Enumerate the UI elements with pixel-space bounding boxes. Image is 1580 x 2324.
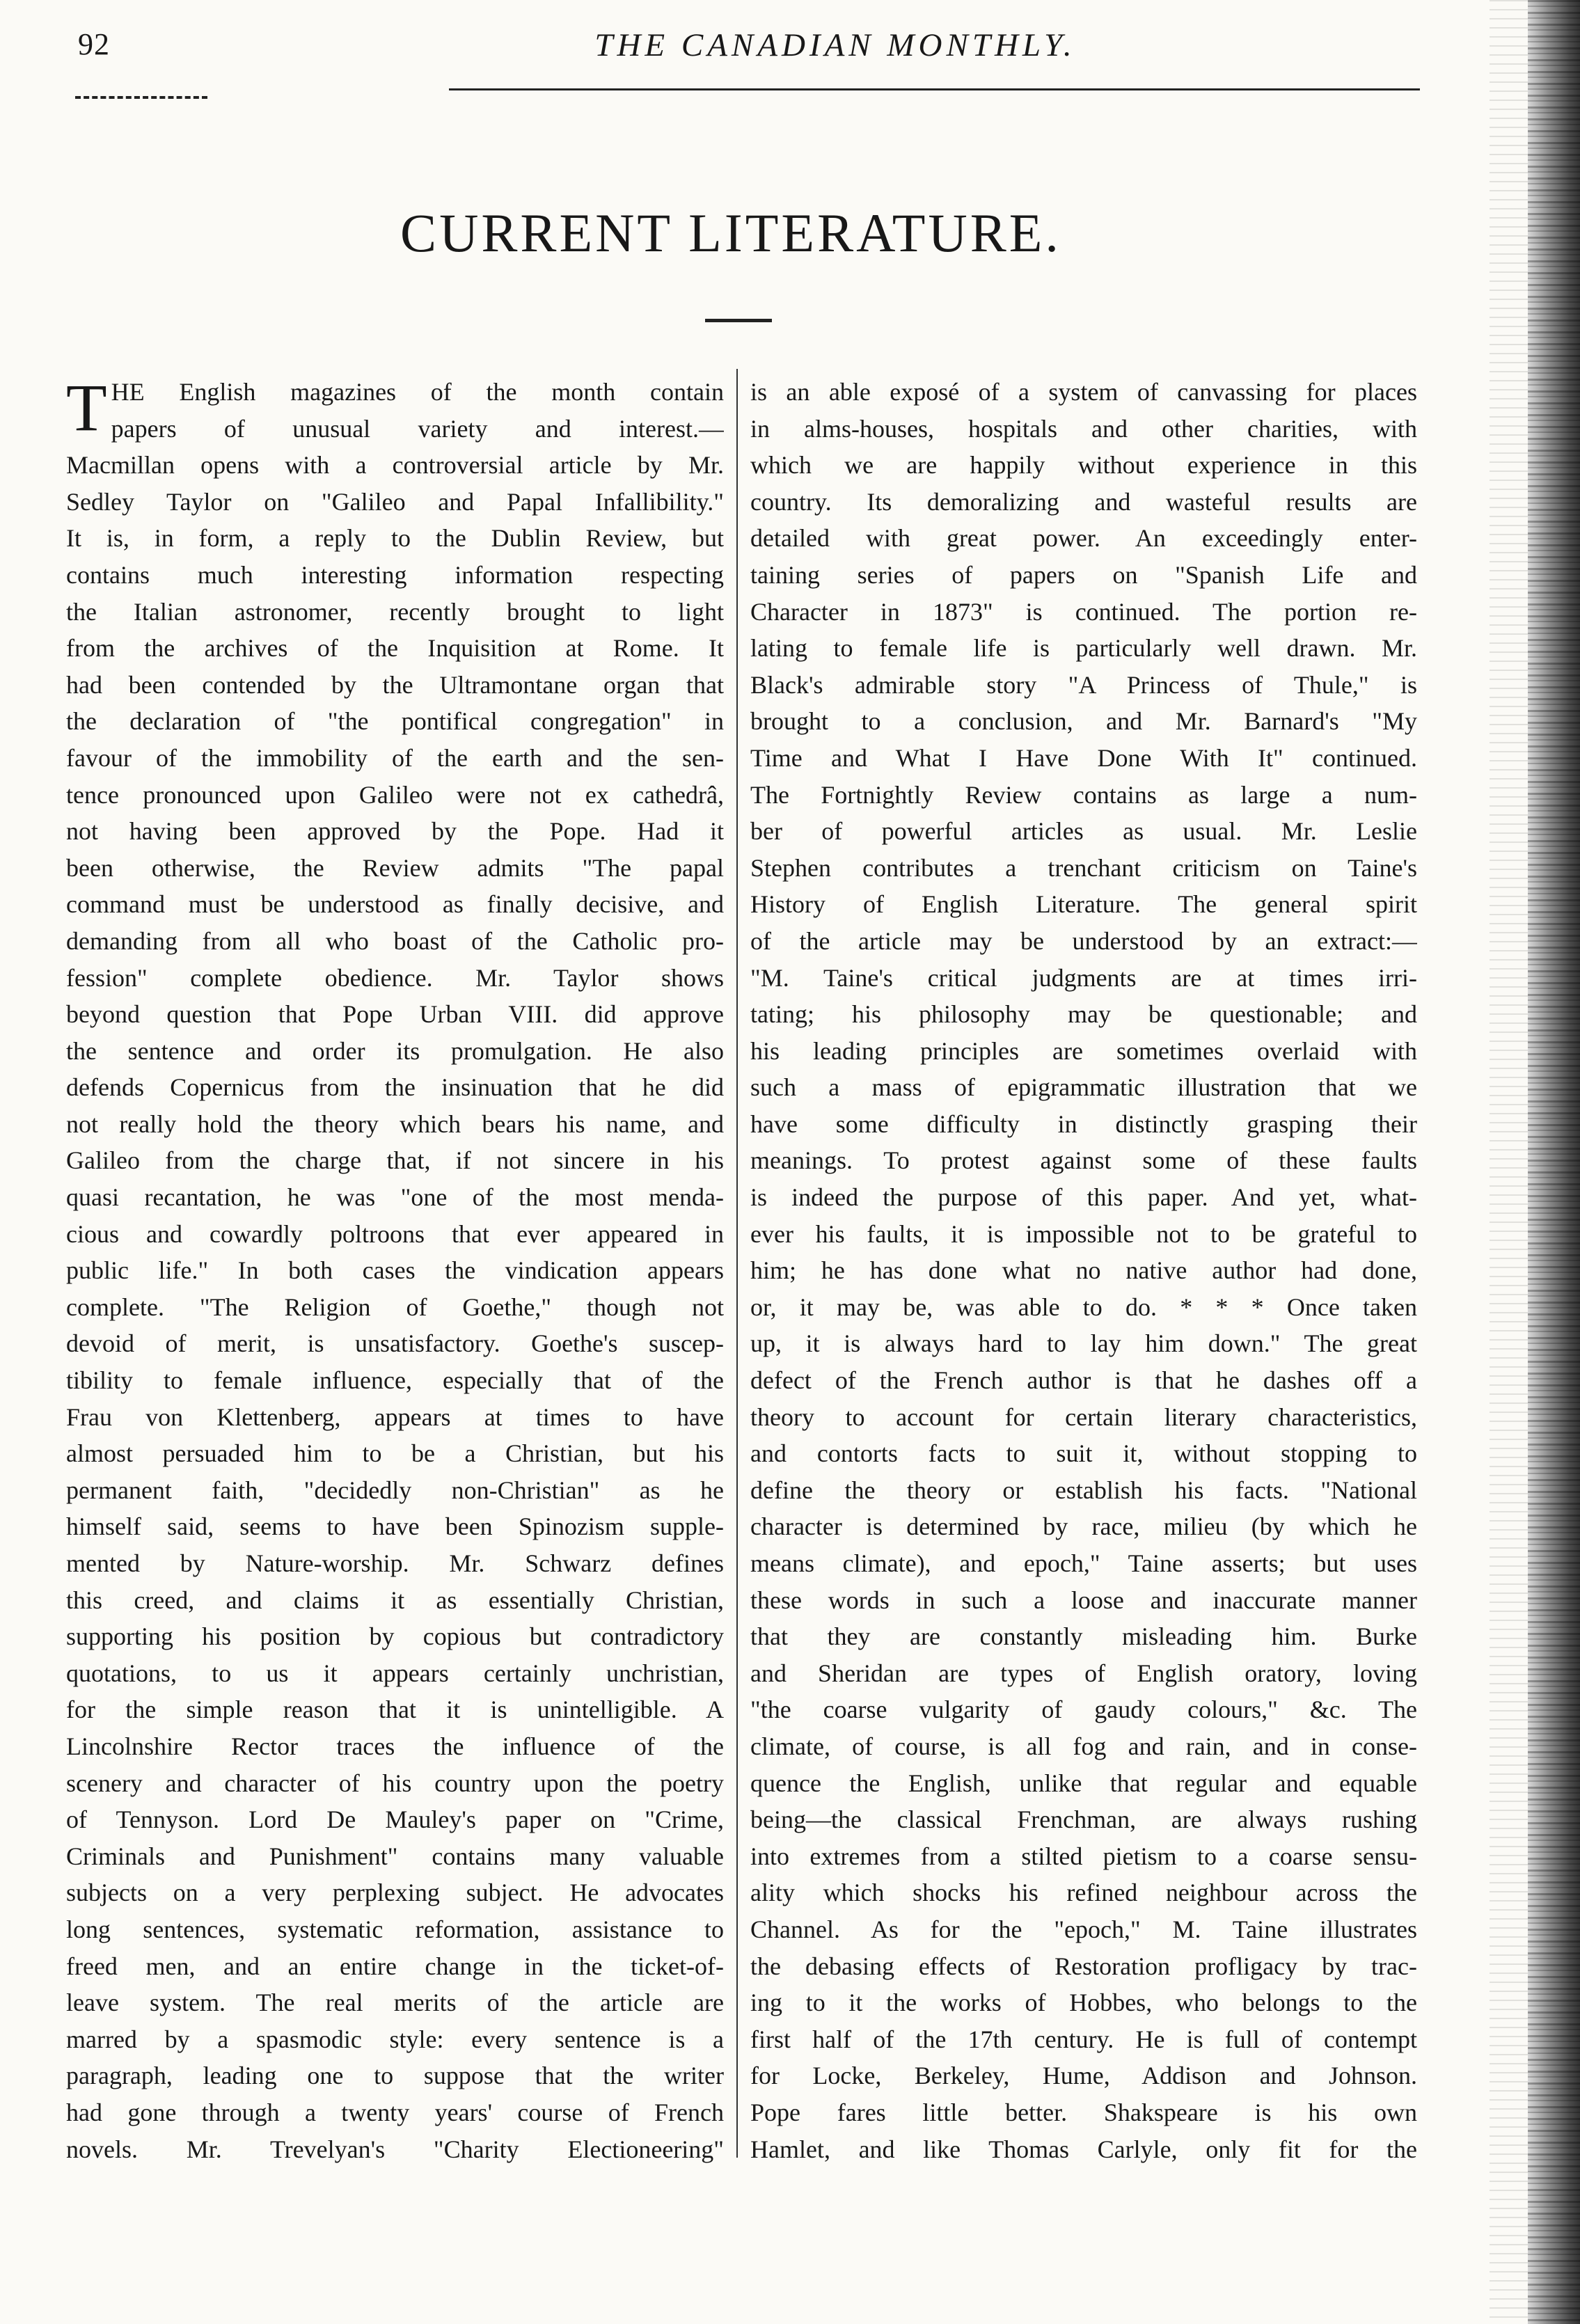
text-line: fession" complete obedience. Mr. Taylor shows — [66, 963, 724, 992]
text-line: define the theory or establish his facts. "National — [750, 1476, 1417, 1504]
text-line: mented by Nature-worship. Mr. Schwarz defines — [66, 1549, 724, 1577]
text-line: of the article may be understood by an extract:— — [750, 926, 1417, 955]
text-line: The Fortnightly Review contains as large a num- — [750, 780, 1417, 809]
text-line: demanding from all who boast of the Catholic pro- — [66, 926, 724, 955]
text-line: complete. "The Religion of Goethe," though not — [66, 1293, 724, 1321]
text-line: had been contended by the Ultramontane organ that — [66, 670, 724, 699]
header-rule-left — [75, 96, 207, 99]
header-rule-right — [449, 88, 1420, 90]
text-line: ever his faults, it is impossible not to be grateful to — [750, 1219, 1417, 1248]
text-line: ing to it the works of Hobbes, who belongs to the — [750, 1989, 1417, 2017]
left-column-lines — [66, 370, 724, 2167]
text-line: quence the English, unlike that regular and equable — [750, 1769, 1417, 1797]
text-line: climate, of course, is all fog and rain, and in conse- — [750, 1732, 1417, 1760]
text-line: Channel. As for the "epoch," M. Taine illustrates — [750, 1915, 1417, 1943]
text-line: the Italian astronomer, recently brought to light — [66, 597, 724, 626]
text-line: lating to female life is particularly well drawn. Mr. — [750, 634, 1417, 663]
running-head: THE CANADIAN MONTHLY. — [594, 27, 1076, 63]
text-line: and Sheridan are types of English oratory, loving — [750, 1659, 1417, 1687]
text-line: Time and What I Have Done With It" continued. — [750, 743, 1417, 772]
text-line: which we are happily without experience in this — [750, 451, 1417, 480]
text-line: his leading principles are sometimes overlaid with — [750, 1036, 1417, 1065]
text-line: him; he has done what no native author had done, — [750, 1256, 1417, 1285]
text-line: first half of the 17th century. He is full of contempt — [750, 2025, 1417, 2053]
scanned-binding-edge — [1528, 0, 1580, 2324]
text-line: defends Copernicus from the insinuation that he did — [66, 1073, 724, 1102]
text-line: country. Its demoralizing and wasteful results are — [750, 487, 1417, 516]
text-line: of Tennyson. Lord De Mauley's paper on "Crime, — [66, 1805, 724, 1834]
text-line: permanent faith, "decidedly non-Christian" as he — [66, 1476, 724, 1504]
text-line: paragraph, leading one to suppose that the writer — [66, 2062, 724, 2090]
text-line: "the coarse vulgarity of gaudy colours," &c. The — [750, 1695, 1417, 1724]
text-line: almost persuaded him to be a Christian, but his — [66, 1439, 724, 1468]
text-line: Stephen contributes a trenchant criticism on Taine's — [750, 853, 1417, 882]
text-line: being—the classical Frenchman, are always rushing — [750, 1805, 1417, 1834]
text-line: into extremes from a stilted pietism to a coarse sensu- — [750, 1842, 1417, 1870]
text-line: ber of powerful articles as usual. Mr. Leslie — [750, 817, 1417, 846]
drop-cap: T — [66, 370, 107, 445]
text-line: means climate), and epoch," Taine asserts; but uses — [750, 1549, 1417, 1577]
text-line: in alms-houses, hospitals and other charities, with — [750, 414, 1417, 443]
text-line: character is determined by race, milieu (by which he — [750, 1512, 1417, 1541]
scan-shadow — [1490, 0, 1528, 2324]
text-line: Frau von Klettenberg, appears at times to have — [66, 1402, 724, 1431]
text-line: been otherwise, the Review admits "The papal — [66, 853, 724, 882]
column-divider — [736, 369, 738, 2158]
text-line: History of English Literature. The general spirit — [750, 890, 1417, 919]
right-column-lines — [750, 374, 1417, 2167]
text-line: papers of unusual variety and interest.— — [111, 414, 724, 443]
text-line: for Locke, Berkeley, Hume, Addison and Johnson. — [750, 2062, 1417, 2090]
right-column — [750, 374, 1417, 2167]
text-line: have some difficulty in distinctly grasping their — [750, 1109, 1417, 1138]
text-line: It is, in form, a reply to the Dublin Review, but — [66, 524, 724, 553]
text-line: Hamlet, and like Thomas Carlyle, only fit for the — [750, 2135, 1417, 2163]
text-line: defect of the French author is that he dashes off a — [750, 1366, 1417, 1395]
text-line: contains much interesting information respecting — [66, 560, 724, 589]
text-line: devoid of merit, is unsatisfactory. Goethe's suscep- — [66, 1329, 724, 1358]
text-line: Macmillan opens with a controversial article by Mr. — [66, 451, 724, 480]
text-line: novels. Mr. Trevelyan's "Charity Electioneering" — [66, 2135, 724, 2163]
text-line: subjects on a very perplexing subject. He advocates — [66, 1879, 724, 1907]
text-line: scenery and character of his country upon the poetry — [66, 1769, 724, 1797]
text-line: Pope fares little better. Shakspeare is his own — [750, 2098, 1417, 2126]
text-line: HE English magazines of the month contain — [111, 378, 724, 406]
text-line: long sentences, systematic reformation, assistance to — [66, 1915, 724, 1943]
left-column — [66, 370, 724, 2167]
text-line: tating; his philosophy may be questionable; and — [750, 1000, 1417, 1029]
text-line: is indeed the purpose of this paper. And yet, what- — [750, 1183, 1417, 1212]
text-line: quotations, to us it appears certainly unchristian, — [66, 1659, 724, 1687]
text-line: tence pronounced upon Galileo were not ex cathedrâ, — [66, 780, 724, 809]
text-line: "M. Taine's critical judgments are at times irri- — [750, 963, 1417, 992]
text-line: Character in 1873" is continued. The portion re- — [750, 597, 1417, 626]
text-line: himself said, seems to have been Spinozism supple- — [66, 1512, 724, 1541]
text-line: tibility to female influence, especially that of the — [66, 1366, 724, 1395]
text-line: not having been approved by the Pope. Had it — [66, 817, 724, 846]
text-line: the sentence and order its promulgation. He also — [66, 1036, 724, 1065]
text-line: quasi recantation, he was "one of the most menda- — [66, 1183, 724, 1212]
text-line: the declaration of "the pontifical congregation" in — [66, 707, 724, 736]
text-line: that they are constantly misleading him. Burke — [750, 1622, 1417, 1651]
text-line: and contorts facts to suit it, without stopping to — [750, 1439, 1417, 1468]
text-line: leave system. The real merits of the article are — [66, 1989, 724, 2017]
text-line: or, it may be, was able to do. * * * Once taken — [750, 1293, 1417, 1321]
text-line: command must be understood as finally decisive, and — [66, 890, 724, 919]
text-line: from the archives of the Inquisition at Rome. It — [66, 634, 724, 663]
section-title: CURRENT LITERATURE. — [400, 203, 1061, 263]
text-line: ality which shocks his refined neighbour across the — [750, 1879, 1417, 1907]
text-line: this creed, and claims it as essentially Christian, — [66, 1586, 724, 1614]
text-line: beyond question that Pope Urban VIII. did approve — [66, 1000, 724, 1029]
text-line: for the simple reason that it is unintelligible. A — [66, 1695, 724, 1724]
text-line: favour of the immobility of the earth and the sen- — [66, 743, 724, 772]
text-line: theory to account for certain literary characteristics, — [750, 1402, 1417, 1431]
text-line: taining series of papers on "Spanish Life and — [750, 560, 1417, 589]
text-line: supporting his position by copious but contradictory — [66, 1622, 724, 1651]
text-line: public life." In both cases the vindication appears — [66, 1256, 724, 1285]
text-line: brought to a conclusion, and Mr. Barnard's "My — [750, 707, 1417, 736]
text-line: Criminals and Punishment" contains many valuable — [66, 1842, 724, 1870]
text-line: marred by a spasmodic style: every sentence is a — [66, 2025, 724, 2053]
text-line: freed men, and an entire change in the ticket-of- — [66, 1952, 724, 1980]
text-line: had gone through a twenty years' course of French — [66, 2098, 724, 2126]
text-line: cious and cowardly poltroons that ever appeared in — [66, 1219, 724, 1248]
text-line: Sedley Taylor on "Galileo and Papal Infallibility." — [66, 487, 724, 516]
text-line: detailed with great power. An exceedingly enter- — [750, 524, 1417, 553]
text-line: up, it is always hard to lay him down." The great — [750, 1329, 1417, 1358]
text-line: Lincolnshire Rector traces the influence of the — [66, 1732, 724, 1760]
text-line: meanings. To protest against some of these faults — [750, 1146, 1417, 1175]
text-line: not really hold the theory which bears his name, and — [66, 1109, 724, 1138]
text-line: is an able exposé of a system of canvassing for places — [750, 378, 1417, 406]
text-line: these words in such a loose and inaccurate manner — [750, 1586, 1417, 1614]
text-line: Black's admirable story "A Princess of Thule," is — [750, 670, 1417, 699]
title-rule — [705, 319, 772, 322]
text-line: Galileo from the charge that, if not sincere in his — [66, 1146, 724, 1175]
page-number: 92 — [78, 27, 110, 61]
text-line: the debasing effects of Restoration profligacy by trac- — [750, 1952, 1417, 1980]
text-line: such a mass of epigrammatic illustration that we — [750, 1073, 1417, 1102]
